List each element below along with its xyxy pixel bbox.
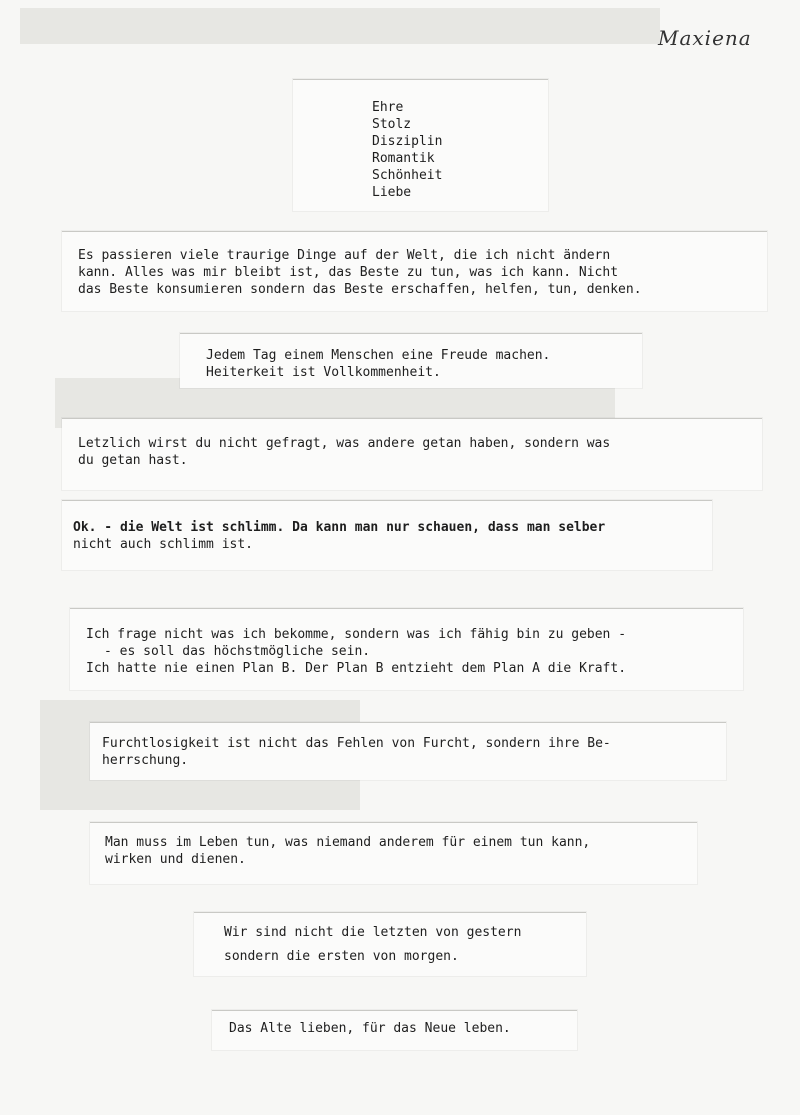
- quote-strip: [212, 1010, 577, 1050]
- handwritten-name: Maxiena: [658, 26, 752, 50]
- quote-strip: [90, 722, 726, 780]
- quote-line: Wir sind nicht die letzten von gestern: [224, 925, 522, 940]
- value-item: Disziplin: [372, 134, 443, 149]
- quote-strip: [62, 500, 712, 570]
- quote-line: Ich frage nicht was ich bekomme, sondern was ich fähig bin zu geben -: [86, 627, 627, 642]
- quote-text: [229, 1020, 511, 1037]
- quote-text: [78, 247, 642, 298]
- quote-line: das Beste konsumieren sondern das Beste erschaffen, helfen, tun, denken.: [78, 282, 642, 297]
- quote-text: [224, 921, 521, 969]
- values-strip: [293, 79, 548, 211]
- quote-line: Heiterkeit ist Vollkommenheit.: [206, 365, 441, 380]
- value-item: Romantik: [372, 151, 435, 166]
- quote-strip: [70, 608, 743, 690]
- value-item: Schönheit: [372, 168, 443, 183]
- quote-strip: [90, 822, 697, 884]
- quote-line: sondern die ersten von morgen.: [224, 949, 459, 964]
- quote-line: - es soll das höchstmögliche sein.: [104, 644, 371, 659]
- quote-text: [78, 435, 610, 469]
- quote-line: Furchtlosigkeit ist nicht das Fehlen von Furcht, sondern ihre Be-: [102, 736, 611, 751]
- quote-line: Ok. - die Welt ist schlimm. Da kann man nur schauen, dass man selber: [73, 520, 606, 535]
- quote-strip: [194, 912, 586, 976]
- quote-line: Es passieren viele traurige Dinge auf der Welt, die ich nicht ändern: [78, 248, 611, 263]
- quote-line: Ich hatte nie einen Plan B. Der Plan B entzieht dem Plan A die Kraft.: [86, 661, 627, 676]
- quote-line: Letzlich wirst du nicht gefragt, was andere getan haben, sondern was: [78, 436, 611, 451]
- value-item: Stolz: [372, 117, 412, 132]
- quote-text: [86, 626, 626, 677]
- value-item: Liebe: [372, 185, 412, 200]
- paper-smudge: [20, 8, 660, 44]
- quote-line: wirken und dienen.: [105, 852, 246, 867]
- quote-line: du getan hast.: [78, 453, 188, 468]
- values-list: [372, 99, 442, 201]
- quote-strip: [62, 418, 762, 490]
- quote-line: Man muss im Leben tun, was niemand anderem für einem tun kann,: [105, 835, 591, 850]
- quote-text: [105, 834, 590, 868]
- quote-text: [102, 735, 611, 769]
- value-item: Ehre: [372, 100, 404, 115]
- quote-line: kann. Alles was mir bleibt ist, das Beste zu tun, was ich kann. Nicht: [78, 265, 619, 280]
- quote-strip: [180, 333, 642, 388]
- quote-line: Das Alte lieben, für das Neue leben.: [229, 1021, 511, 1036]
- quote-line: herrschung.: [102, 753, 189, 768]
- quote-text: [206, 347, 550, 381]
- quote-text: [73, 519, 605, 553]
- quote-strip: [62, 231, 767, 311]
- quote-line: Jedem Tag einem Menschen eine Freude machen.: [206, 348, 551, 363]
- quote-line: nicht auch schlimm ist.: [73, 537, 254, 552]
